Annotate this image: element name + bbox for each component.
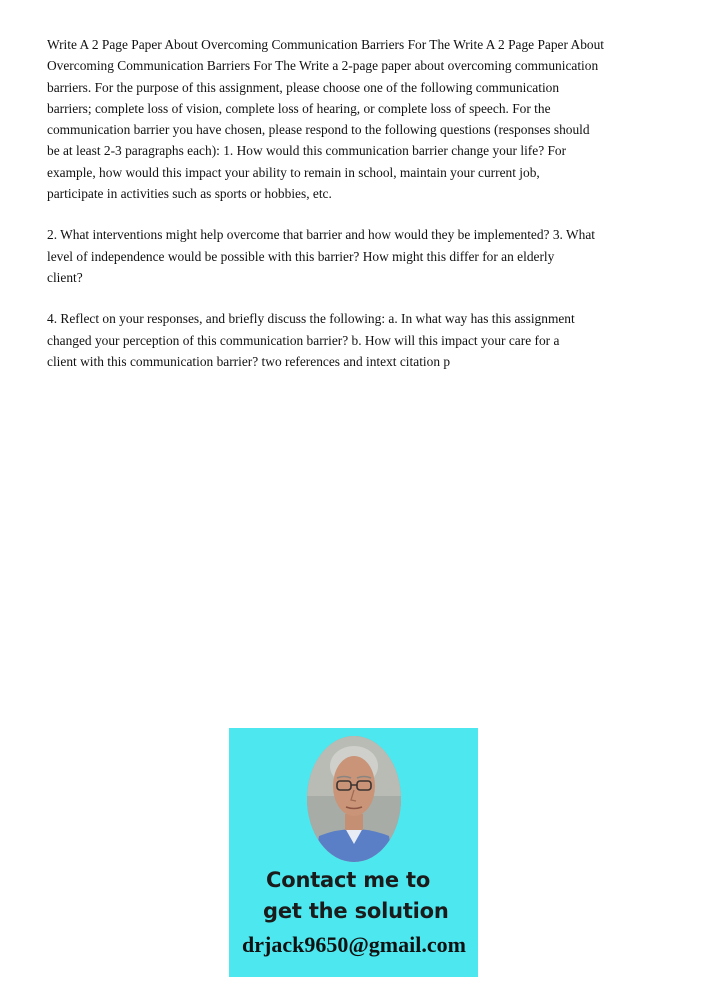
- text-line: barriers. For the purpose of this assignment, please choose one of the following communication: [47, 79, 560, 95]
- text-line: 4. Reflect on your responses, and briefly discuss the following: a. In what way has this assignment: [47, 311, 575, 327]
- paragraph-3: [47, 308, 662, 372]
- text-line: client?: [47, 269, 83, 285]
- text-line: client with this communication barrier? two references and intext citation p: [47, 353, 451, 369]
- text-line: participate in activities such as sports or hobbies, etc.: [47, 186, 332, 202]
- text-line: Write A 2 Page Paper About Overcoming Communication Barriers For The Write A 2 Page Paper About: [47, 37, 605, 52]
- person-portrait-icon: [307, 736, 401, 862]
- text-line: Overcoming Communication Barriers For The Write a 2-page paper about overcoming communication: [47, 58, 599, 74]
- contact-ad-banner: [229, 728, 478, 977]
- ad-headline-line-1: Contact me to: [266, 868, 431, 892]
- document-body: [47, 34, 662, 392]
- portrait-photo: [307, 736, 401, 862]
- paragraph-1: [47, 34, 662, 204]
- paragraph-2: [47, 224, 662, 288]
- text-line: communication barrier you have chosen, please respond to the following questions (responses should: [47, 122, 590, 138]
- text-line: changed your perception of this communication barrier? b. How will this impact your care for a: [47, 332, 560, 348]
- ad-headline-line-2: get the solution: [263, 899, 449, 923]
- contact-email: drjack9650@gmail.com: [242, 932, 466, 957]
- text-line: barriers; complete loss of vision, complete loss of hearing, or complete loss of speech. For the: [47, 100, 551, 116]
- text-line: level of independence would be possible with this barrier? How might this differ for an elderly: [47, 248, 555, 264]
- text-line: be at least 2-3 paragraphs each): 1. How would this communication barrier change your life? For: [47, 143, 567, 159]
- text-line: 2. What interventions might help overcome that barrier and how would they be implemented? 3. What: [47, 227, 595, 243]
- text-line: example, how would this impact your ability to remain in school, maintain your current job,: [47, 164, 540, 180]
